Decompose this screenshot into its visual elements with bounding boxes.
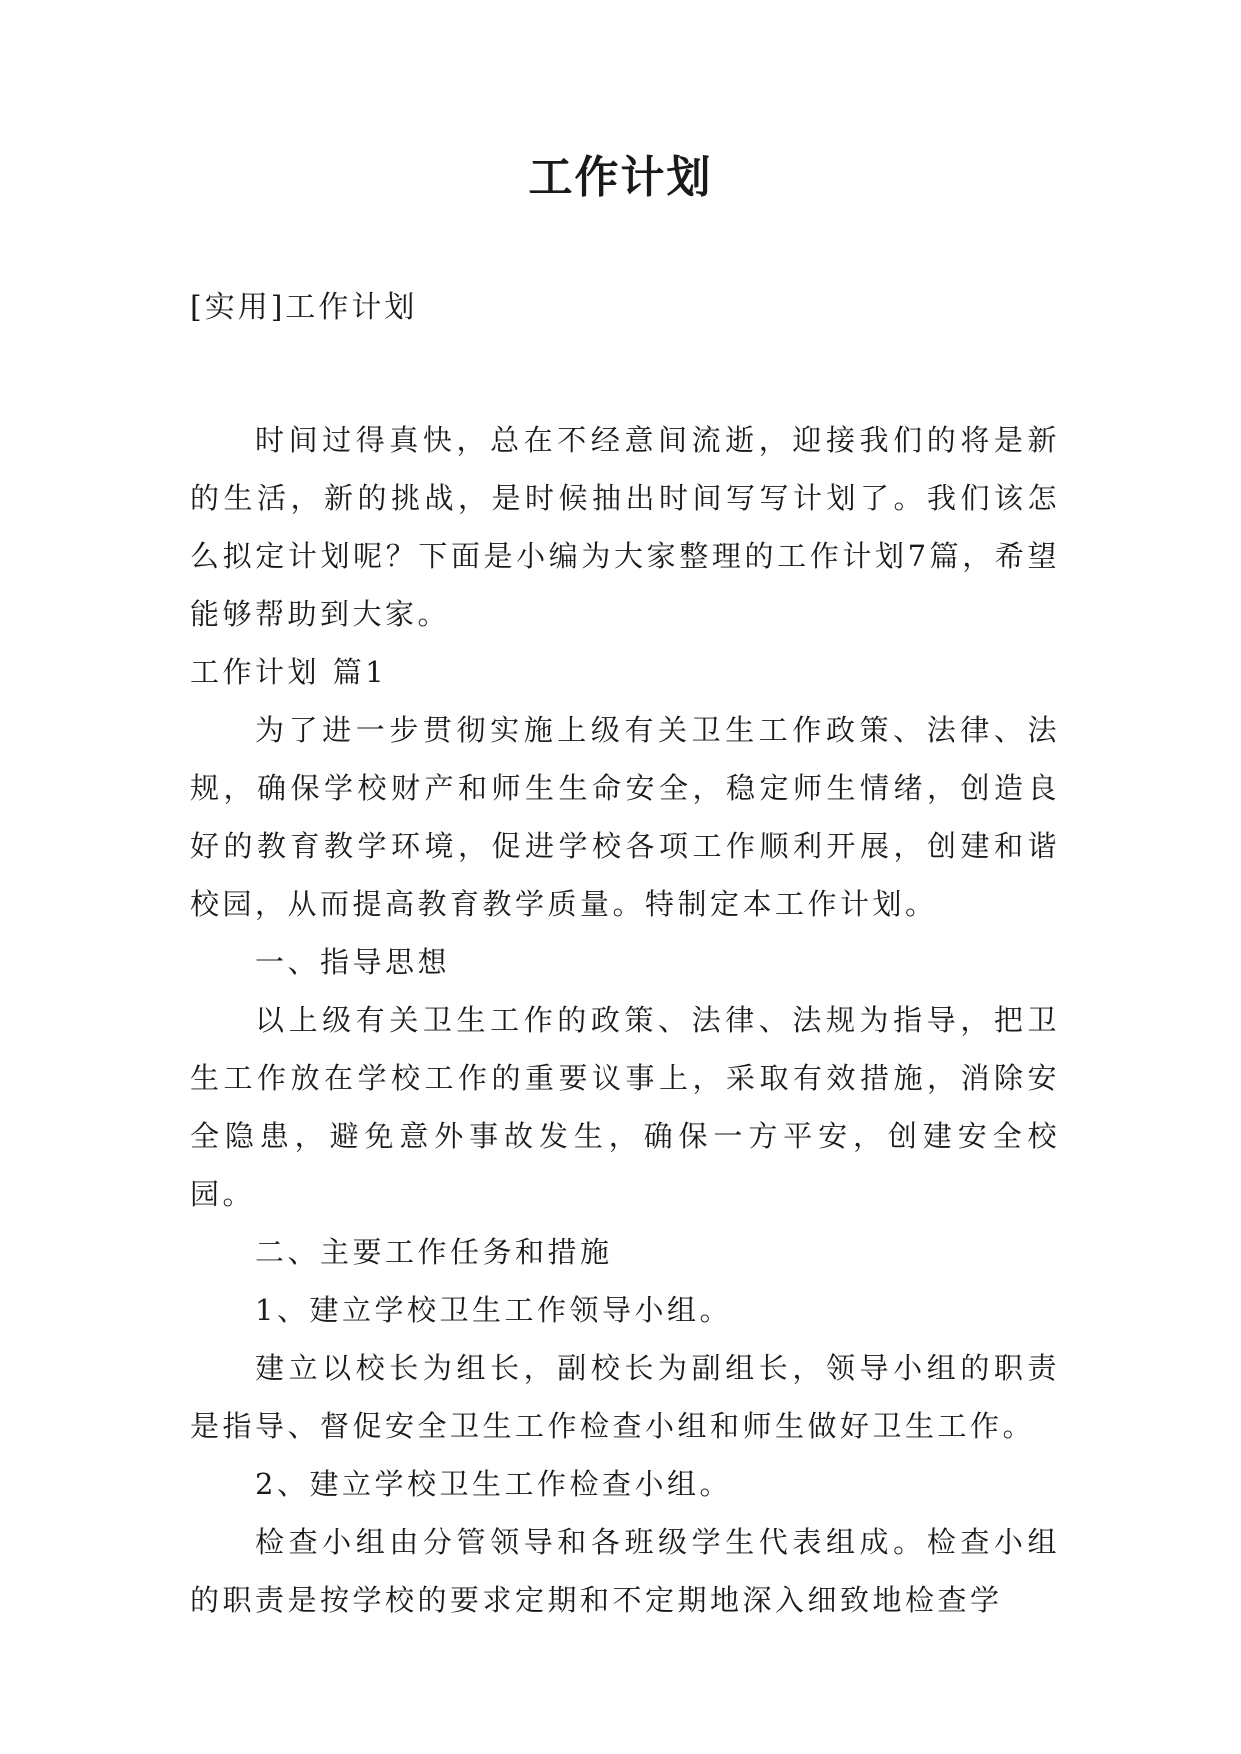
body-paragraph: 以上级有关卫生工作的政策、法律、法规为指导，把卫生工作放在学校工作的重要议事上，采取有效措施，消除安全隐患，避免意外事故发生，确保一方平安，创建安全校园。	[190, 1003, 1060, 1211]
list-item: 1、建立学校卫生工作领导小组。	[255, 1293, 732, 1327]
body-paragraph: 建立以校长为组长，副校长为副组长，领导小组的职责是指导、督促安全卫生工作检查小组和师生做好卫生工作。	[190, 1351, 1060, 1443]
document-body	[190, 411, 1060, 1629]
heading-guiding-ideology: 一、指导思想	[255, 945, 451, 979]
section-heading: 工作计划 篇1	[190, 655, 388, 689]
list-item: 2、建立学校卫生工作检查小组。	[255, 1467, 732, 1501]
document-title: 工作计划	[528, 152, 713, 203]
heading-main-tasks: 二、主要工作任务和措施	[255, 1235, 613, 1269]
intro-paragraph: 时间过得真快，总在不经意间流逝，迎接我们的将是新的生活，新的挑战，是时候抽出时间写写计划了。我们该怎么拟定计划呢？下面是小编为大家整理的工作计划7篇，希望能够帮助到大家。	[190, 423, 1060, 631]
body-paragraph: 检查小组由分管领导和各班级学生代表组成。检查小组的职责是按学校的要求定期和不定期地深入细致地检查学	[190, 1525, 1060, 1617]
body-paragraph: 为了进一步贯彻实施上级有关卫生工作政策、法律、法规，确保学校财产和师生生命安全，稳定师生情绪，创造良好的教育教学环境，促进学校各项工作顺利开展，创建和谐校园，从而提高教育教学质量。特制定本工作计划。	[190, 713, 1060, 921]
document-subtitle: [实用]工作计划	[190, 290, 418, 325]
